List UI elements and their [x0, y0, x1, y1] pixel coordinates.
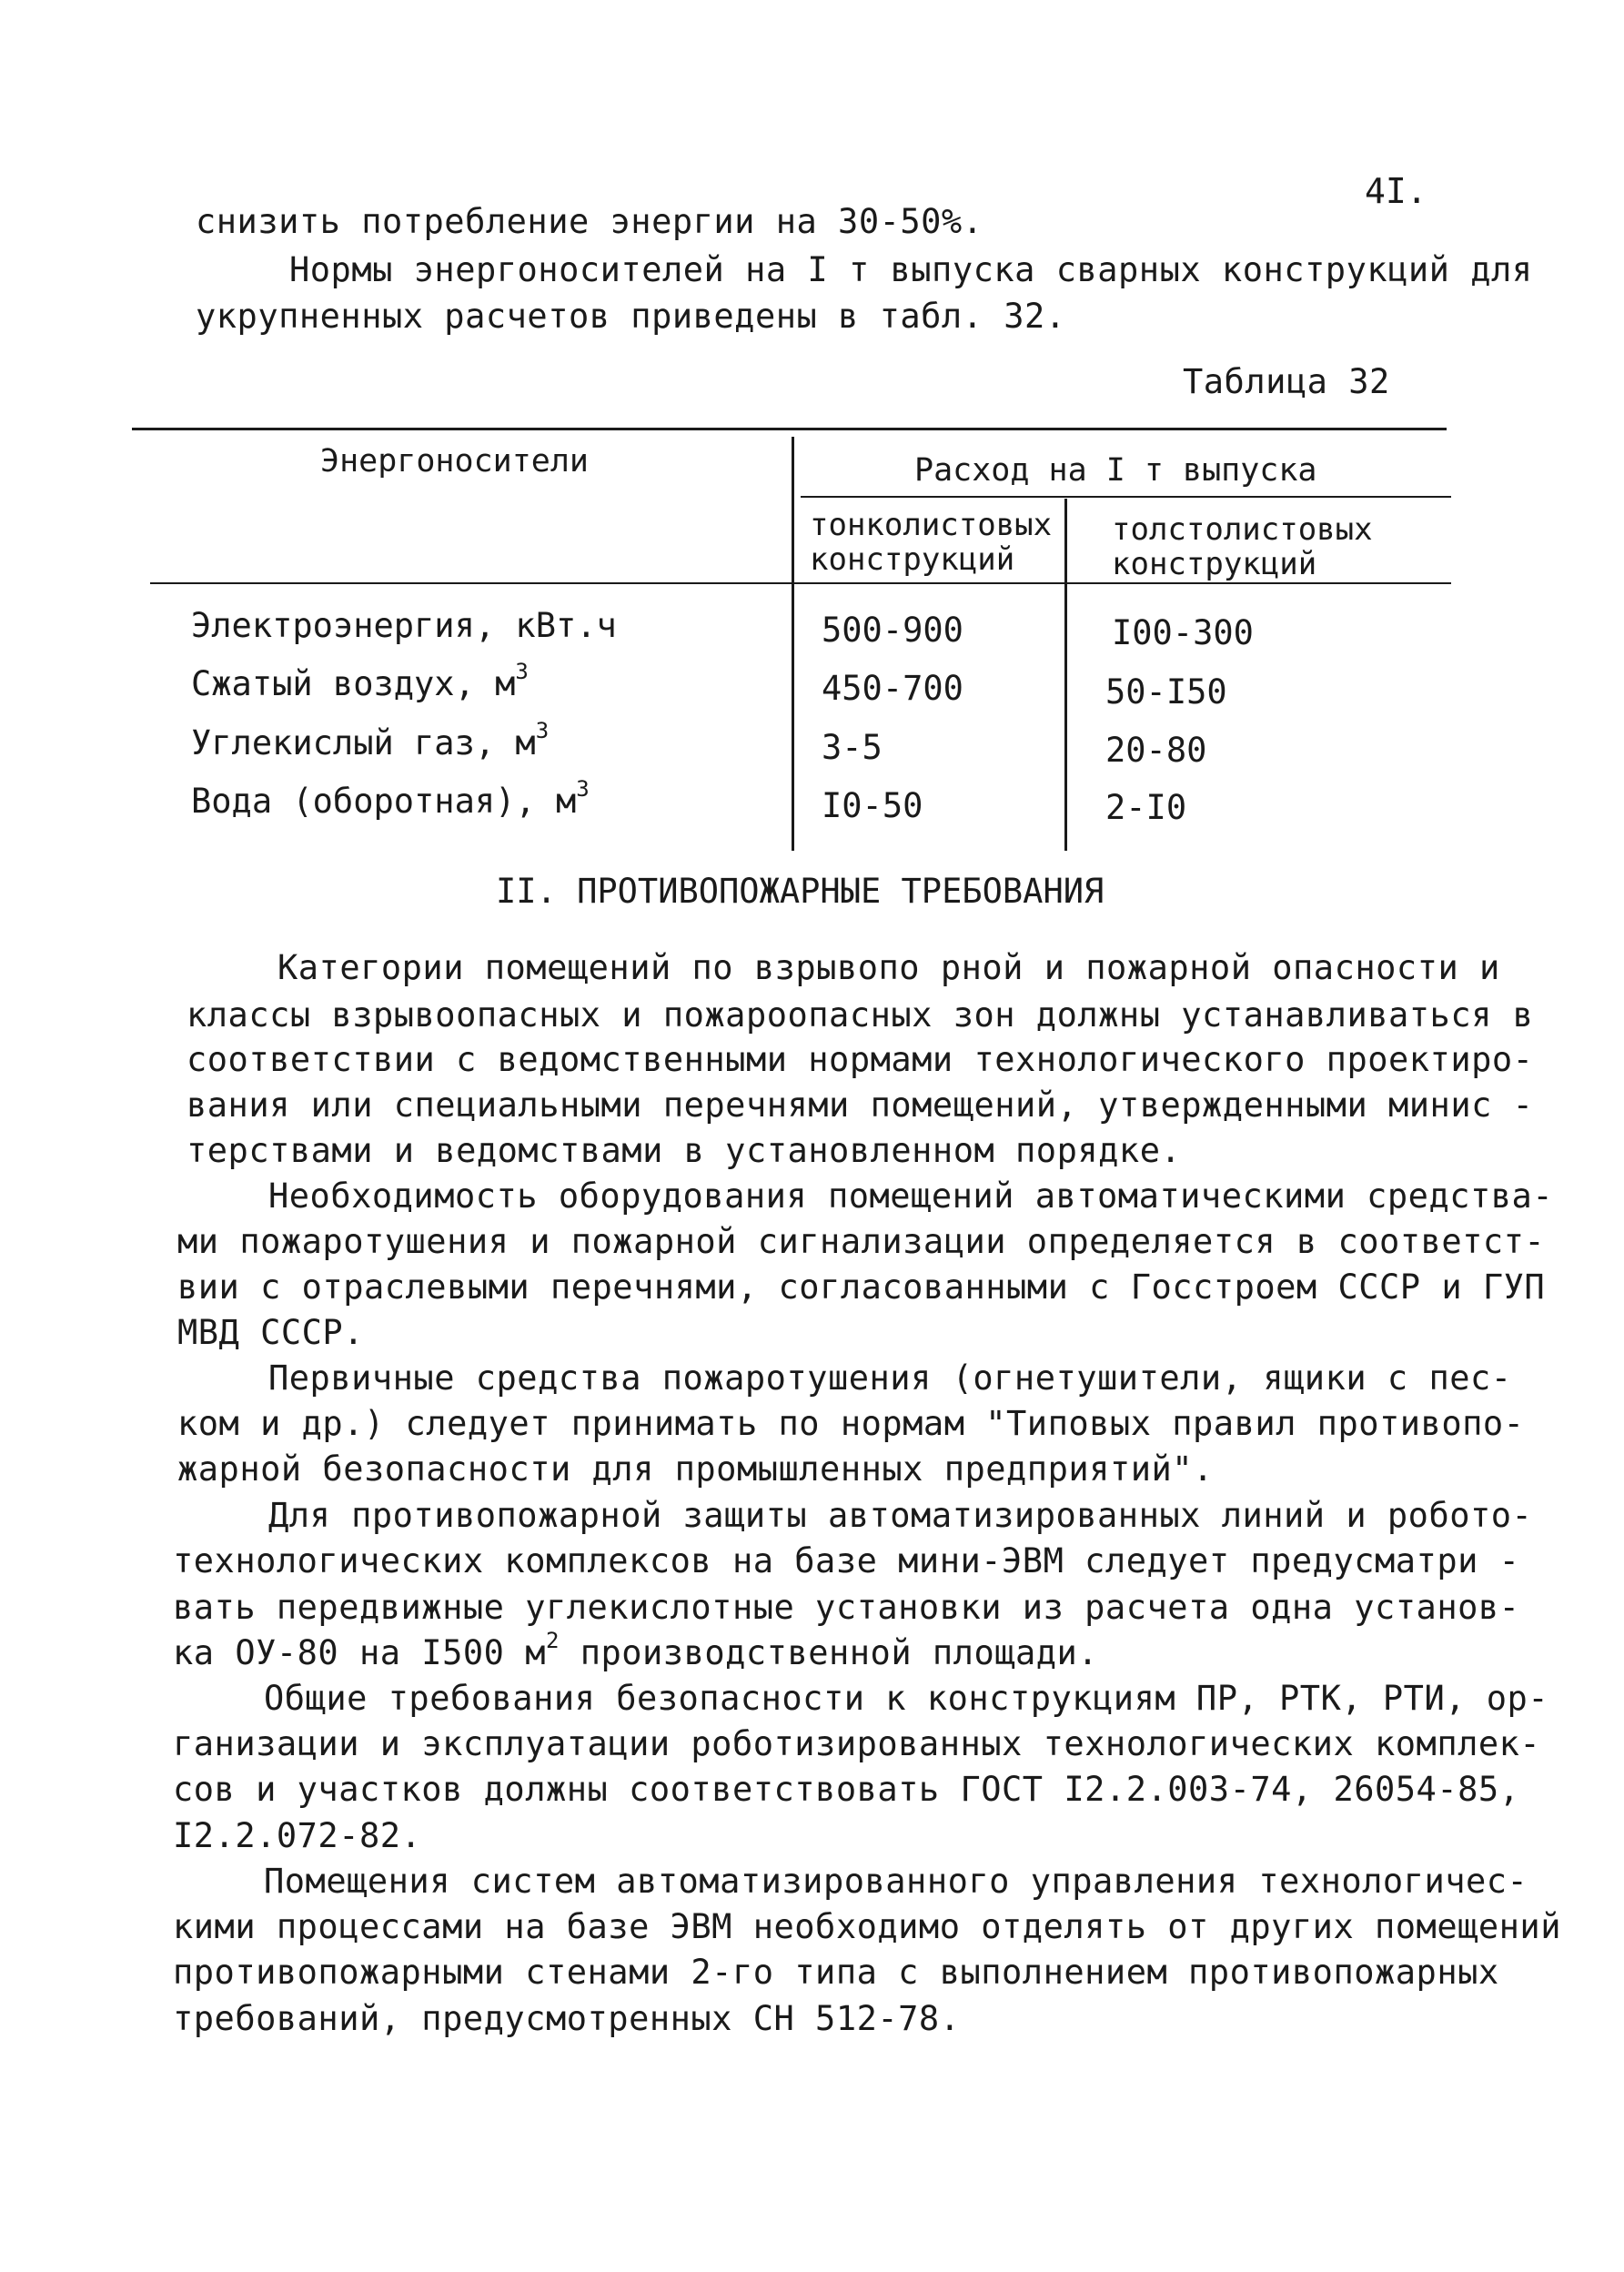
header-energy-carriers: Энергоносители [320, 443, 590, 480]
superscript: 3 [515, 659, 529, 684]
header-thick-line1: толстолистовых [1112, 511, 1373, 548]
text-line: вии с отраслевыми перечнями, согласованными с Госстроем СССР и ГУП [177, 1267, 1546, 1307]
text-line: классы взрывоопасных и пожароопасных зон должны устанавливаться в [187, 995, 1534, 1035]
column-divider-1 [792, 437, 794, 851]
text-line: I2.2.072-82. [173, 1816, 422, 1855]
text-line: ми пожаротушения и пожарной сигнализации определяется в соответст- [177, 1222, 1546, 1261]
text-line: Общие требования безопасности к конструкциям ПР, РТК, РТИ, ор- [264, 1679, 1549, 1718]
intro-line: укрупненных расчетов приведены в табл. 32. [196, 297, 1066, 336]
page-number: 4I. [1365, 171, 1427, 211]
header-group-rule [801, 496, 1451, 498]
row-name: Углекислый газ, $м^3$ [191, 718, 550, 762]
text-line: ганизации и эксплуатации роботизированных технологических комплек- [173, 1724, 1541, 1763]
header-thin-sheet [810, 508, 1052, 577]
text-line: сов и участков должны соответствовать ГОСТ I2.2.003-74, 26054-85, [173, 1770, 1520, 1809]
row-name: Вода (оборотная), $м^3$ [191, 776, 590, 821]
text-line: требований, предусмотренных СН 512-78. [173, 1999, 961, 2038]
intro-line: Нормы энергоносителей на I т выпуска сварных конструкций для [289, 250, 1533, 289]
header-bottom-rule [150, 582, 1451, 584]
header-thick-line2: конструкций [1112, 546, 1317, 582]
text-line: Категории помещений по взрывопо рной и пожарной опасности и [277, 948, 1500, 987]
row-thick-value: 20-80 [1105, 731, 1207, 770]
text-line: терствами и ведомствами в установленном порядке. [187, 1131, 1182, 1170]
text-line: Первичные средства пожаротушения (огнетушители, ящики с пес- [268, 1358, 1512, 1398]
row-thin-value: 3-5 [822, 728, 883, 767]
superscript: 3 [576, 776, 590, 802]
row-thin-value: 450-700 [822, 669, 963, 708]
column-divider-2 [1064, 499, 1067, 851]
row-thick-value: I00-300 [1112, 613, 1254, 652]
text-line: соответствии с ведомственными нормами технологического проектиро- [187, 1040, 1534, 1079]
text-line: противопожарными стенами 2-го типа с выполнением противопожарных [173, 1953, 1499, 1992]
row-thin-value: 500-900 [822, 611, 963, 650]
text-line: Необходимость оборудования помещений автоматическими средства- [268, 1176, 1554, 1216]
text-line: кими процессами на базе ЭВМ необходимо отделять от других помещений [173, 1907, 1561, 1946]
intro-line: снизить потребление энергии на 30-50%. [196, 202, 983, 241]
superscript: 2 [545, 1628, 560, 1653]
text-line: жарной безопасности для промышленных предприятий". [177, 1449, 1214, 1489]
header-thin-line2: конструкций [810, 541, 1015, 578]
row-name: Сжатый воздух, $м^3$ [191, 659, 529, 703]
text-line: вания или специальными перечнями помещений, утвержденными минис - [187, 1086, 1534, 1125]
text-line: Помещения систем автоматизированного управления технологичес- [264, 1862, 1528, 1901]
text-line: вать передвижные углекислотные установки из расчета одна установ- [173, 1588, 1520, 1627]
header-consumption-group: Расход на I т выпуска [914, 452, 1317, 489]
row-thick-value: 50-I50 [1105, 672, 1227, 712]
table-top-rule [132, 428, 1447, 430]
text-line: Для противопожарной защиты автоматизированных линий и робото- [268, 1496, 1533, 1535]
superscript: 3 [535, 718, 550, 743]
text-line: ком и др.) следует принимать по нормам "Типовых правил противопо- [177, 1404, 1525, 1443]
row-thick-value: 2-I0 [1105, 788, 1187, 827]
row-name: Электроэнергия, кВт.ч [191, 606, 617, 645]
table-caption: Таблица 32 [1183, 362, 1390, 401]
section-title: II. ПРОТИВОПОЖАРНЫЕ ТРЕБОВАНИЯ [496, 872, 1105, 911]
header-thick-sheet [1112, 512, 1373, 581]
text-line: технологических комплексов на базе мини-ЭВМ следует предусматри - [173, 1541, 1520, 1580]
row-thin-value: I0-50 [822, 786, 923, 825]
header-thin-line1: тонколистовых [810, 507, 1053, 543]
text-line: МВД СССР. [177, 1313, 364, 1352]
text-line: ка ОУ-80 на I500 $м^2$ производственной площади. [173, 1628, 1099, 1672]
